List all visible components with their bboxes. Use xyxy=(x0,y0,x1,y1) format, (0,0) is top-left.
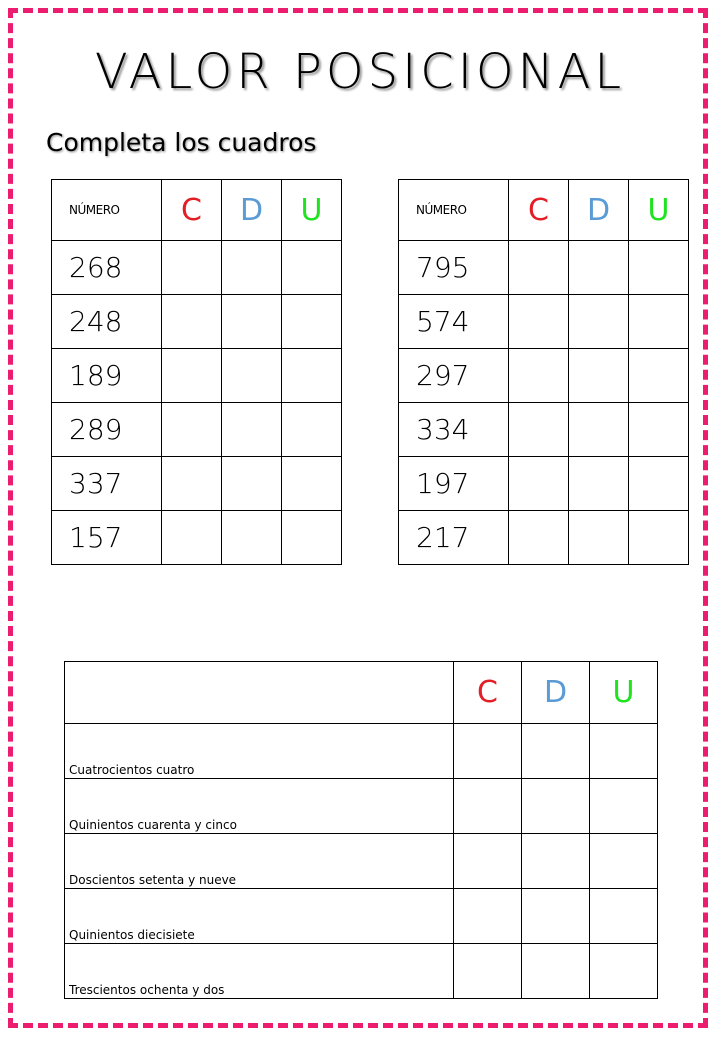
table-row xyxy=(399,457,689,511)
answer-cell-u[interactable] xyxy=(590,944,658,999)
answer-cell-d[interactable] xyxy=(569,457,629,511)
answer-cell-u[interactable] xyxy=(590,889,658,944)
answer-cell-d[interactable] xyxy=(569,403,629,457)
answer-cell-c[interactable] xyxy=(509,349,569,403)
answer-cell-u[interactable] xyxy=(590,724,658,779)
header-numero: NÚMERO xyxy=(399,180,509,241)
table-row xyxy=(65,834,658,889)
number-cell: 248 xyxy=(52,295,162,349)
answer-cell-d[interactable] xyxy=(222,295,282,349)
number-words-cell: Quinientos cuarenta y cinco xyxy=(65,779,454,834)
table-row xyxy=(399,403,689,457)
header-decenas: D xyxy=(522,662,590,724)
number-words-cell: Cuatrocientos cuatro xyxy=(65,724,454,779)
number-cell: 795 xyxy=(399,241,509,295)
number-words-cell: Trescientos ochenta y dos xyxy=(65,944,454,999)
header-centenas: C xyxy=(162,180,222,241)
answer-cell-u[interactable] xyxy=(629,457,689,511)
answer-cell-d[interactable] xyxy=(222,457,282,511)
number-cell: 197 xyxy=(399,457,509,511)
answer-cell-c[interactable] xyxy=(162,457,222,511)
answer-cell-u[interactable] xyxy=(282,349,342,403)
answer-cell-c[interactable] xyxy=(509,457,569,511)
number-cell: 268 xyxy=(52,241,162,295)
answer-cell-c[interactable] xyxy=(509,295,569,349)
answer-cell-d[interactable] xyxy=(522,724,590,779)
table-row xyxy=(52,511,342,565)
answer-cell-u[interactable] xyxy=(282,295,342,349)
answer-cell-u[interactable] xyxy=(629,349,689,403)
answer-cell-u[interactable] xyxy=(282,511,342,565)
header-decenas: D xyxy=(569,180,629,241)
answer-cell-c[interactable] xyxy=(509,241,569,295)
table-row xyxy=(399,241,689,295)
instruction-text: Completa los cuadros xyxy=(46,128,317,157)
place-value-table-right xyxy=(398,179,689,565)
answer-cell-u[interactable] xyxy=(282,403,342,457)
answer-cell-c[interactable] xyxy=(454,724,522,779)
number-cell: 157 xyxy=(52,511,162,565)
table-row xyxy=(52,241,342,295)
answer-cell-d[interactable] xyxy=(569,241,629,295)
table-header-row xyxy=(399,180,689,241)
answer-cell-u[interactable] xyxy=(282,457,342,511)
answer-cell-u[interactable] xyxy=(629,511,689,565)
header-unidades: U xyxy=(282,180,342,241)
answer-cell-c[interactable] xyxy=(454,889,522,944)
answer-cell-c[interactable] xyxy=(454,779,522,834)
answer-cell-c[interactable] xyxy=(162,349,222,403)
number-cell: 289 xyxy=(52,403,162,457)
answer-cell-c[interactable] xyxy=(162,511,222,565)
answer-cell-u[interactable] xyxy=(629,403,689,457)
answer-cell-c[interactable] xyxy=(454,834,522,889)
answer-cell-d[interactable] xyxy=(569,511,629,565)
answer-cell-c[interactable] xyxy=(162,241,222,295)
number-words-cell: Doscientos setenta y nueve xyxy=(65,834,454,889)
answer-cell-d[interactable] xyxy=(522,889,590,944)
table-row xyxy=(65,889,658,944)
table-row xyxy=(65,944,658,999)
answer-cell-d[interactable] xyxy=(222,349,282,403)
answer-cell-u[interactable] xyxy=(629,295,689,349)
answer-cell-c[interactable] xyxy=(162,403,222,457)
number-cell: 337 xyxy=(52,457,162,511)
header-blank xyxy=(65,662,454,724)
answer-cell-d[interactable] xyxy=(522,779,590,834)
answer-cell-d[interactable] xyxy=(522,944,590,999)
header-numero: NÚMERO xyxy=(52,180,162,241)
answer-cell-u[interactable] xyxy=(590,779,658,834)
answer-cell-u[interactable] xyxy=(282,241,342,295)
header-centenas: C xyxy=(509,180,569,241)
table-row xyxy=(65,779,658,834)
answer-cell-c[interactable] xyxy=(162,295,222,349)
page-title: VALOR POSICIONAL xyxy=(94,44,626,100)
answer-cell-d[interactable] xyxy=(569,295,629,349)
header-decenas: D xyxy=(222,180,282,241)
place-value-table-left xyxy=(51,179,342,565)
number-cell: 217 xyxy=(399,511,509,565)
answer-cell-c[interactable] xyxy=(509,511,569,565)
table-row xyxy=(399,295,689,349)
number-cell: 574 xyxy=(399,295,509,349)
answer-cell-d[interactable] xyxy=(522,834,590,889)
answer-cell-d[interactable] xyxy=(222,511,282,565)
answer-cell-d[interactable] xyxy=(569,349,629,403)
header-unidades: U xyxy=(590,662,658,724)
header-centenas: C xyxy=(454,662,522,724)
number-cell: 297 xyxy=(399,349,509,403)
answer-cell-u[interactable] xyxy=(590,834,658,889)
table-header-row xyxy=(52,180,342,241)
answer-cell-u[interactable] xyxy=(629,241,689,295)
answer-cell-d[interactable] xyxy=(222,403,282,457)
word-number-table xyxy=(64,661,658,999)
table-row xyxy=(399,511,689,565)
table-row xyxy=(65,724,658,779)
table-header-row xyxy=(65,662,658,724)
table-row xyxy=(52,403,342,457)
number-words-cell: Quinientos diecisiete xyxy=(65,889,454,944)
answer-cell-d[interactable] xyxy=(222,241,282,295)
table-row xyxy=(52,349,342,403)
table-row xyxy=(52,295,342,349)
answer-cell-c[interactable] xyxy=(509,403,569,457)
header-unidades: U xyxy=(629,180,689,241)
table-row xyxy=(52,457,342,511)
number-cell: 189 xyxy=(52,349,162,403)
number-cell: 334 xyxy=(399,403,509,457)
answer-cell-c[interactable] xyxy=(454,944,522,999)
table-row xyxy=(399,349,689,403)
